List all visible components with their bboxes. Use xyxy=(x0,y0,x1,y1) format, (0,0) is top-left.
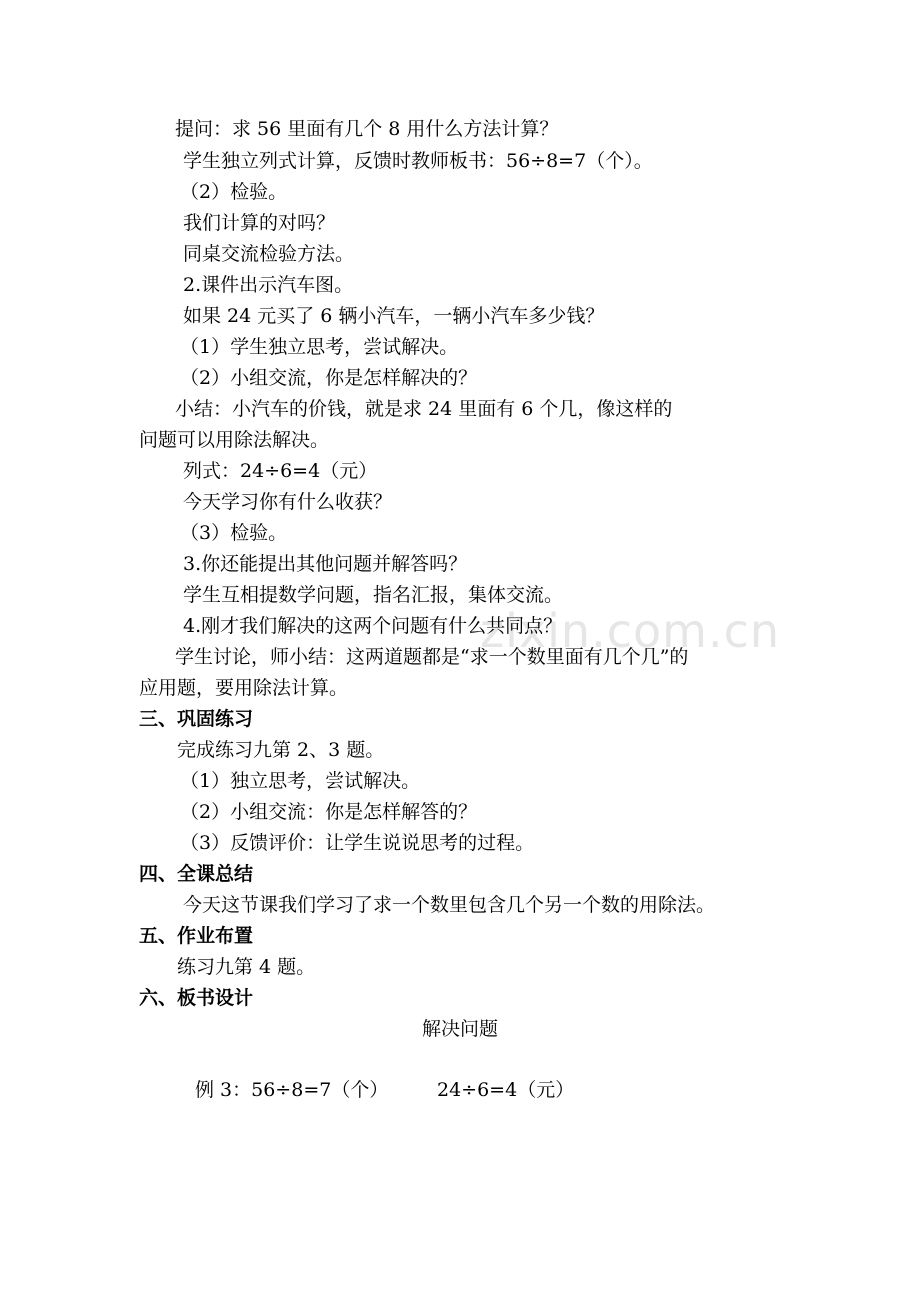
text-line: 练习九第 4 题。 xyxy=(177,956,316,978)
text-line: 今天学习你有什么收获？ xyxy=(183,491,393,513)
text-line: 提问：求 56 里面有几个 8 用什么方法计算？ xyxy=(175,118,559,140)
text-line: 小结：小汽车的价钱，就是求 24 里面有 6 个几，像这样的 xyxy=(175,398,673,420)
text-line: 完成练习九第 2、3 题。 xyxy=(177,739,385,761)
section-heading: 五、作业布置 xyxy=(139,925,254,947)
text-line: 4.刚才我们解决的这两个问题有什么共同点？ xyxy=(183,615,563,637)
text-line: 列式：24÷6=4（元） xyxy=(183,460,378,482)
text-line: 问题可以用除法解决。 xyxy=(139,429,330,451)
section-heading: 四、全课总结 xyxy=(139,863,254,885)
watermark: zixin.com.cn xyxy=(480,604,781,658)
text-line: （3）检验。 xyxy=(180,522,288,544)
text-line: （1）独立思考，尝试解决。 xyxy=(180,770,421,792)
text-line: （2）小组交流：你是怎样解答的？ xyxy=(180,801,478,823)
text-line: 同桌交流检验方法。 xyxy=(183,243,355,265)
board-formula-left: 例 3：56÷8=7（个） xyxy=(195,1079,389,1101)
text-line: 我们计算的对吗？ xyxy=(183,212,336,234)
text-line: 如果 24 元买了 6 辆小汽车，一辆小汽车多少钱？ xyxy=(183,305,605,327)
board-formula-right: 24÷6=4（元） xyxy=(437,1079,575,1101)
text-line: （1）学生独立思考，尝试解决。 xyxy=(180,336,459,358)
text-line: 学生独立列式计算，反馈时教师板书：56÷8=7（个）。 xyxy=(183,150,653,172)
text-line: （2）检验。 xyxy=(180,181,288,203)
text-line: 3.你还能提出其他问题并解答吗？ xyxy=(183,553,468,575)
text-line: 今天这节课我们学习了求一个数里包含几个另一个数的用除法。 xyxy=(183,894,716,916)
text-line: （3）反馈评价：让学生说说思考的过程。 xyxy=(180,832,535,854)
text-line: 学生互相提数学问题，指名汇报，集体交流。 xyxy=(183,584,564,606)
section-heading: 六、板书设计 xyxy=(139,987,254,1009)
text-line: （2）小组交流，你是怎样解决的？ xyxy=(180,367,478,389)
board-title: 解决问题 xyxy=(421,1018,498,1040)
section-heading: 三、巩固练习 xyxy=(139,708,254,730)
text-line: 2.课件出示汽车图。 xyxy=(183,274,354,296)
text-line: 应用题，要用除法计算。 xyxy=(139,677,349,699)
text-line: 学生讨论，师小结：这两道题都是“求一个数里面有几个几”的 xyxy=(175,646,689,668)
